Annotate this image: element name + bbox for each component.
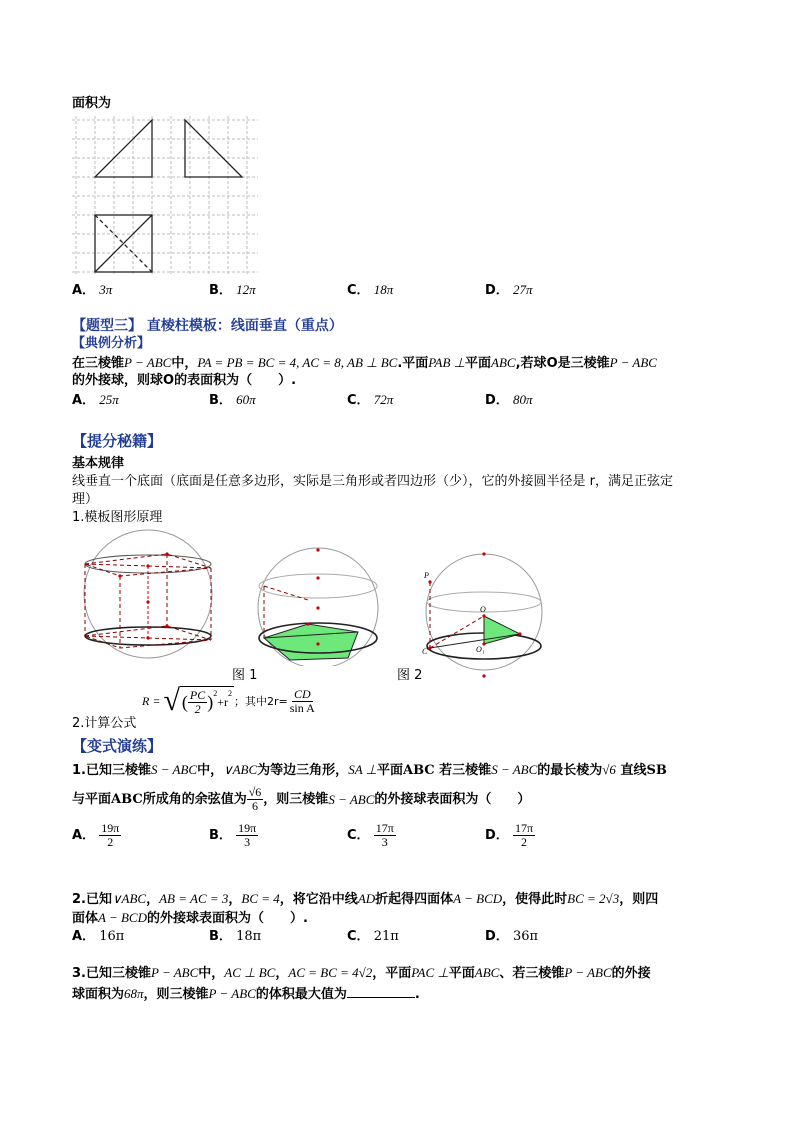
fig2-caption: 图 2 [397, 668, 423, 683]
example-label: 【典例分析】 [72, 336, 151, 351]
side-view-triangle [185, 120, 242, 177]
type3-option-b[interactable]: B． 60π [209, 392, 256, 408]
q1-option-b[interactable]: B． $\frac{19\pi}{3}$ [209, 821, 257, 849]
label-P: P [424, 571, 429, 580]
prev-option-d[interactable]: D． 27π [485, 282, 533, 298]
type3-option-a[interactable]: A． 25π [72, 392, 119, 408]
q2-line2: 面体A − BCD的外接球表面积为（ ）. [72, 910, 308, 926]
tips-heading: 【提分秘籍】 [72, 432, 163, 450]
q1-line1: 1.已知三棱锥S − ABC中，∨ABC为等边三角形，SA ⊥平面ABC 若三棱锥S − ABC的最长棱为√6 直线SB [72, 762, 667, 778]
rule-title: 基本规律 [72, 456, 125, 471]
label-O: O [480, 605, 486, 614]
fragment-text: 面积为 [72, 96, 112, 111]
template-item-1: 1.模板图形原理 [72, 510, 163, 525]
type3-option-d[interactable]: D． 80π [485, 392, 533, 408]
sphere-prism-figure [72, 528, 222, 662]
formula-R: R = √ ( $\frac{PC}{2}$ ) $^2$ +r $^2$ ；其中2r= $\frac{CD}{\text{sin A}}$ [142, 684, 315, 717]
practice-heading: 【变式演练】 [72, 737, 163, 755]
sphere-base-figure [250, 546, 385, 666]
type3-option-c[interactable]: C． 72π [347, 392, 394, 408]
fig1-caption: 图 1 [232, 668, 258, 683]
q2-option-d[interactable]: D． 36π [485, 929, 539, 944]
front-view-triangle [95, 120, 152, 177]
prev-option-c[interactable]: C． 18π [347, 282, 394, 298]
type3-heading: 【题型三】 直棱柱模板：线面垂直（重点） [72, 318, 343, 334]
q1-line2: 与平面 ABC 所成角的余弦值为 $\frac{√6}{6}$ ，则三棱锥 S − ABC 的外接球表面积为（ ） [72, 785, 531, 813]
label-O1: O₁ [476, 645, 485, 654]
q2-option-c[interactable]: C． 21π [347, 929, 399, 944]
answer-blank[interactable] [347, 985, 415, 998]
q3-line1: 3.已知三棱锥P − ABC中，AC ⊥ BC，AC = BC = 4√2，平面PAC ⊥平面ABC、若三棱锥P − ABC的外接 [72, 965, 651, 981]
grid-lines [72, 116, 258, 276]
q2-line1: 2.已知∨ABC，AB = AC = 3，BC = 4，将它沿中线AD折起得四面体A − BCD，使得此时BC = 2√3，则四 [72, 891, 659, 907]
type3-question-line2: 的外接球，则球O的表面积为（ ）. [72, 373, 297, 388]
q1-option-c[interactable]: C． $\frac{17\pi}{3}$ [347, 821, 394, 849]
prev-option-a[interactable]: A． 3π [72, 282, 113, 298]
type3-question-line1: 在三棱锥P − ABC中，PA = PB = BC = 4, AC = 8, AB ⊥ BC.平面PAB ⊥平面ABC,若球O是三棱锥P − ABC [72, 355, 657, 371]
three-view-figure [72, 116, 260, 278]
label-C: C [422, 647, 428, 656]
rule-line2: 理） [72, 492, 99, 507]
rule-line1: 线垂直一个底面（底面是任意多边形，实际是三角形或者四边形（少），它的外接圆半径是 r，满足正弦定 [72, 474, 673, 489]
q1-option-a[interactable]: A． $\frac{19\pi}{2}$ [72, 821, 120, 849]
sphere-labeled-figure [420, 546, 550, 678]
q2-option-b[interactable]: B． 18π [209, 929, 262, 944]
prev-option-b[interactable]: B． 12π [209, 282, 256, 298]
q1-option-d[interactable]: D． $\frac{17\pi}{2}$ [485, 821, 533, 849]
template-item-2: 2.计算公式 [72, 716, 137, 731]
q3-line2: 球面积为68π，则三棱锥P − ABC的体积最大值为 . [72, 986, 420, 1002]
q2-option-a[interactable]: A． 16π [72, 929, 125, 944]
